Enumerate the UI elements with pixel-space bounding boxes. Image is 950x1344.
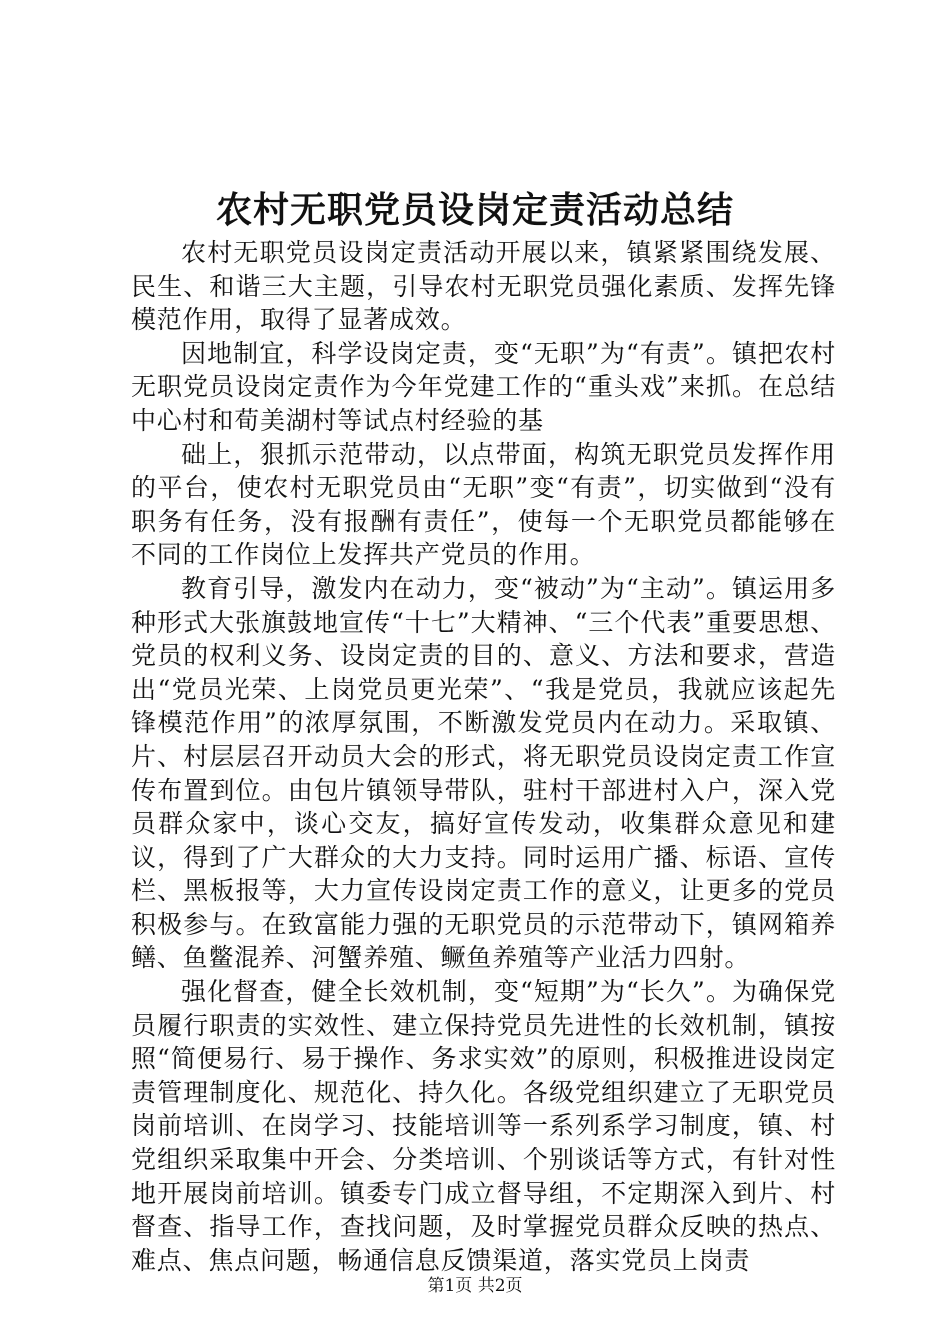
- page-footer: [0, 1274, 950, 1298]
- document-title: 农村无职党员设岗定责活动总结: [215, 189, 734, 231]
- document-body: [131, 236, 836, 1277]
- paragraph-section-2: 教育引导，激发内在动力，变“被动”为“主动”。镇运用多种形式大张旗鼓地宣传“十七”大精神、“三个代表”重要思想、党员的权利义务、设岗定责的目的、意义、方法和要求，营造出“党员光荣、上岗党员更光荣”、“我是党员，我就应该起先锋模范作用”的浓厚氛围，不断激发党员内在动力。采取镇、片、村层层召开动员大会的形式，将无职党员设岗定责工作宣传布置到位。由包片镇领导带队，驻村干部进村入户，深入党员群众家中，谈心交友，搞好宣传发动，收集群众意见和建议，得到了广大群众的大力支持。同时运用广播、标语、宣传栏、黑板报等，大力宣传设岗定责工作的意义，让更多的党员积极参与。在致富能力强的无职党员的示范带动下，镇网箱养鳝、鱼鳖混养、河蟹养殖、鳜鱼养殖等产业活力四射。: [131, 573, 836, 973]
- paragraph-section-3: 强化督查，健全长效机制，变“短期”为“长久”。为确保党员履行职责的实效性、建立保持党员先进性的长效机制，镇按照“简便易行、易于操作、务求实效”的原则，积极推进设岗定责管理制度化、规范化、持久化。各级党组织建立了无职党员岗前培训、在岗学习、技能培训等一系列系学习制度，镇、村党组织采取集中开会、分类培训、个别谈话等方式，有针对性地开展岗前培训。镇委专门成立督导组，不定期深入到片、村督查、指导工作，查找问题，及时掌握党员群众反映的热点、难点、焦点问题，畅通信息反馈渠道，落实党员上岗责: [131, 977, 836, 1275]
- paragraph-section-1: 因地制宜，科学设岗定责，变“无职”为“有责”。镇把农村无职党员设岗定责作为今年党建工作的“重头戏”来抓。在总结中心村和荀美湖村等试点村经验的基: [131, 338, 836, 435]
- page-number: 第1页 共2页: [427, 1276, 523, 1296]
- paragraph-section-1-continued: 础上，狠抓示范带动，以点带面，构筑无职党员发挥作用的平台，使农村无职党员由“无职”变“有责”，切实做到“没有职务有任务，没有报酬有责任”，使每一个无职党员都能够在不同的工作岗位上发挥共产党员的作用。: [131, 439, 836, 570]
- paragraph-intro: 农村无职党员设岗定责活动开展以来，镇紧紧围绕发展、民生、和谐三大主题，引导农村无职党员强化素质、发挥先锋模范作用，取得了显著成效。: [131, 238, 836, 335]
